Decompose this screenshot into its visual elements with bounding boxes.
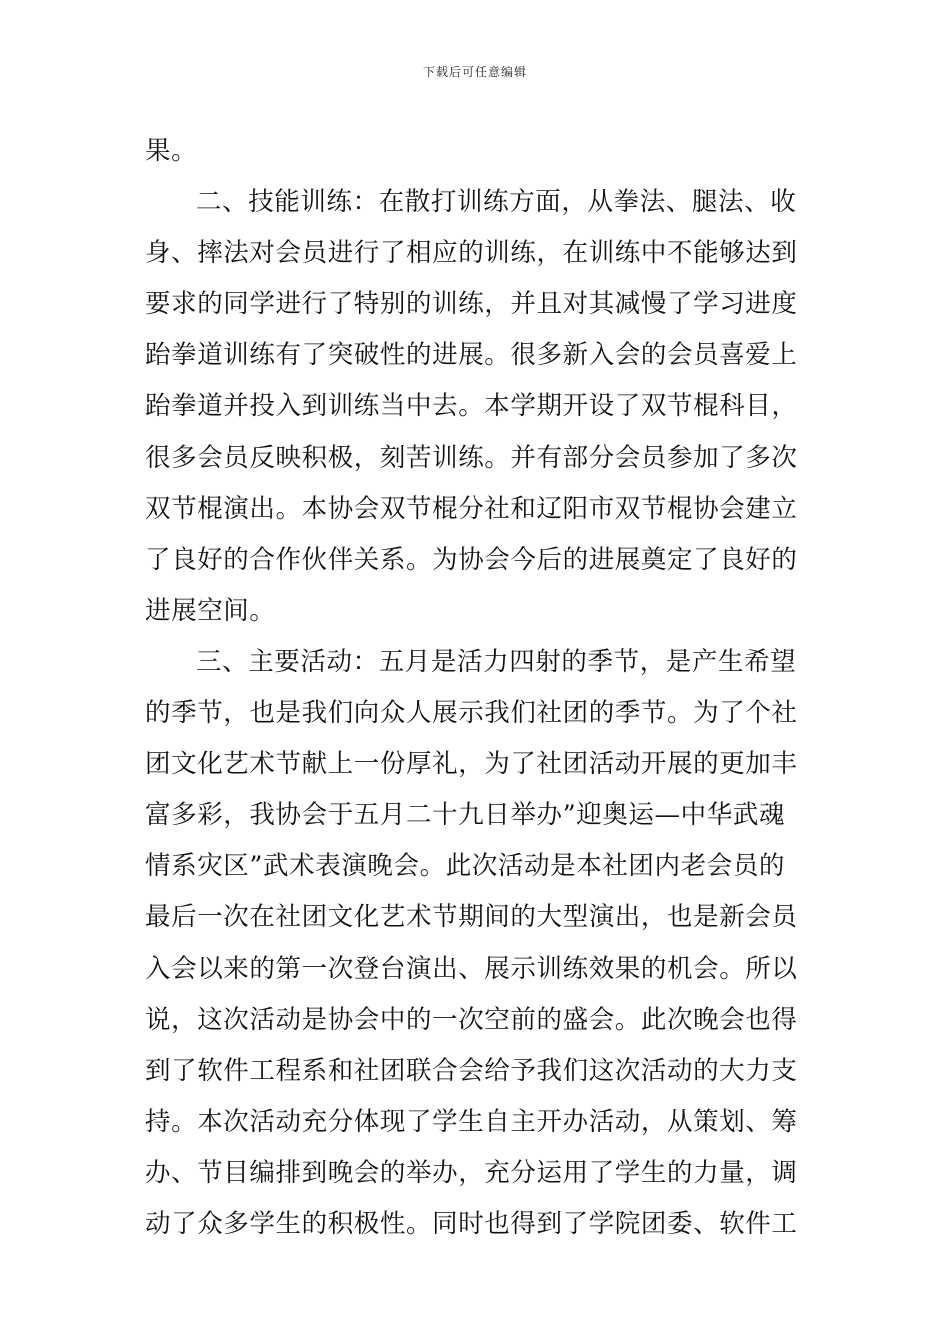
page-header: 下载后可任意编辑 bbox=[422, 65, 527, 79]
text-line: 二、技能训练：在散打训练方面，从拳法、腿法、收 bbox=[196, 187, 797, 218]
text-line: 三、主要活动：五月是活力四射的季节，是产生希望 bbox=[196, 646, 797, 677]
text-line: 跆拳道训练有了突破性的进展。很多新入会的会员喜爱上 bbox=[145, 340, 798, 371]
text-line: 进展空间。 bbox=[145, 595, 276, 626]
text-line: 入会以来的第一次登台演出、展示训练效果的机会。所以 bbox=[145, 953, 798, 984]
text-line: 团文化艺术节献上一份厚礼，为了社团活动开展的更加丰 bbox=[145, 749, 798, 780]
text-line: 了良好的合作伙伴关系。为协会今后的进展奠定了良好的 bbox=[145, 544, 798, 575]
text-line: 跆拳道并投入到训练当中去。本学期开设了双节棍科目， bbox=[145, 391, 798, 422]
text-line: 最后一次在社团文化艺术节期间的大型演出，也是新会员 bbox=[145, 902, 798, 933]
text-line: 很多会员反映积极，刻苦训练。并有部分会员参加了多次 bbox=[145, 442, 798, 473]
text-line: 到了软件工程系和社团联合会给予我们这次活动的大力支 bbox=[145, 1055, 798, 1086]
document-body bbox=[145, 126, 810, 1250]
text-line: 果。 bbox=[145, 136, 198, 166]
text-line: 说，这次活动是协会中的一次空前的盛会。此次晚会也得 bbox=[145, 1004, 798, 1035]
text-line: 身、摔法对会员进行了相应的训练，在训练中不能够达到 bbox=[145, 238, 798, 269]
text-line: 的季节，也是我们向众人展示我们社团的季节。为了个社 bbox=[145, 698, 798, 729]
text-line: 要求的同学进行了特别的训练，并且对其减慢了学习进度 bbox=[145, 289, 798, 320]
text-line: 持。本次活动充分体现了学生自主开办活动，从策划、筹 bbox=[145, 1106, 798, 1137]
text-line: 办、节目编排到晚会的举办，充分运用了学生的力量，调 bbox=[145, 1157, 798, 1188]
text-line: 情系灾区”武术表演晚会。此次活动是本社团内老会员的 bbox=[145, 851, 786, 882]
text-line: 动了众多学生的积极性。同时也得到了学院团委、软件工 bbox=[145, 1208, 798, 1239]
text-line: 富多彩，我协会于五月二十九日举办”迎奥运—中华武魂 bbox=[145, 800, 786, 831]
text-line: 双节棍演出。本协会双节棍分社和辽阳市双节棍协会建立 bbox=[145, 493, 798, 524]
